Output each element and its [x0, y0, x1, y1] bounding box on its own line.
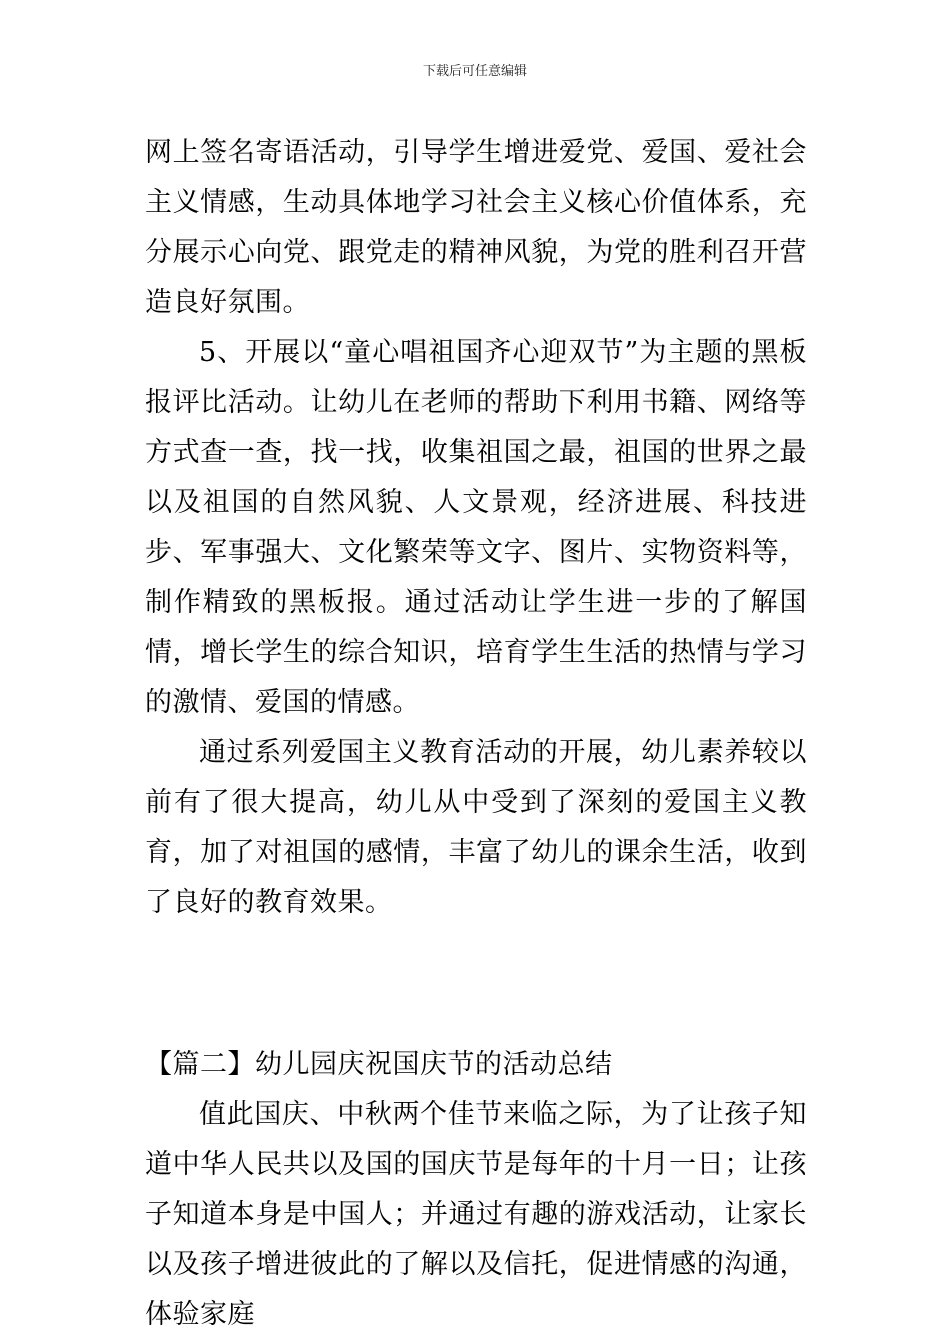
document-body [145, 128, 807, 1340]
paragraph-1: 网上签名寄语活动，引导学生增进爱党、爱国、爱社会主义情感，生动具体地学习社会主义核心价值体系，充分展示心向党、跟党走的精神风貌，为党的胜利召开营造良好氛围。 [145, 137, 807, 318]
section-spacer [145, 928, 807, 1040]
paragraph-4: 值此国庆、中秋两个佳节来临之际，为了让孩子知道中华人民共以及国的国庆节是每年的十月一日；让孩子知道本身是中国人；并通过有趣的游戏活动，让家长以及孩子增进彼此的了解以及信托，促进情感的沟通，体验家庭 [145, 1099, 807, 1330]
section-title: 【篇二】幼儿园庆祝国庆节的活动总结 [145, 1049, 613, 1080]
paragraph-3: 通过系列爱国主义教育活动的开展，幼儿素养较以前有了很大提高，幼儿从中受到了深刻的爱国主义教育，加了对祖国的感情，丰富了幼儿的课余生活，收到了良好的教育效果。 [145, 737, 807, 918]
page-header-note: 下载后可任意编辑 [422, 64, 527, 79]
paragraph-2: 5、开展以“童心唱祖国齐心迎双节”为主题的黑板报评比活动。让幼儿在老师的帮助下利用书籍、网络等方式查一查，找一找，收集祖国之最，祖国的世界之最以及祖国的自然风貌、人文景观，经济进展、科技进步、军事强大、文化繁荣等文字、图片、实物资料等，制作精致的黑板报。通过活动让学生进一步的了解国情，增长学生的综合知识，培育学生生活的热情与学习的激情、爱国的情感。 [145, 337, 807, 718]
